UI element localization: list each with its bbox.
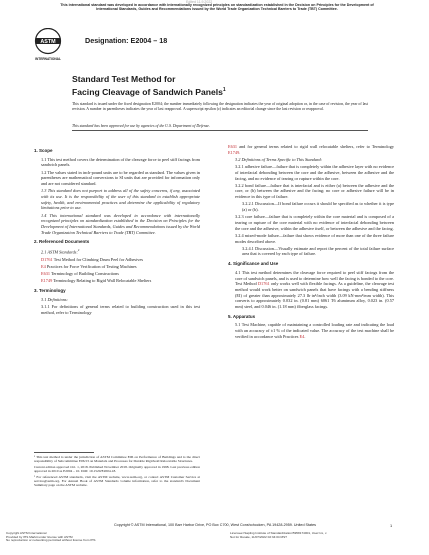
footnote-divider — [34, 452, 94, 453]
reference-e1749: E1749 Terminology Relating to Rigid Wall Relocatable Shelters — [41, 278, 152, 284]
designation: Designation: E2004 – 18 — [85, 36, 168, 45]
link-e631-2[interactable]: E631 — [228, 144, 238, 149]
footnote-1b: Current edition approved Oct. 1, 2018. Published November 2018. Originally approved in 1998. Last previous edition approved in 2010 as E2004 – 10. DOI: 10.1520/E2004-18. — [34, 464, 200, 474]
section-heading-references: 2. Referenced Documents — [34, 239, 90, 245]
license-right: Licensee=Sapling Institute of Standardization/5958174001, User=xx, x Not for Resale, 11/07/2022 02:34:04 MST — [230, 531, 327, 539]
paragraph-1-2: 1.2 The values stated in inch-pound units are to be regarded as standard. The values given in parentheses are mathematical conversions to SI units that are provided for information only and are not considered standard. — [41, 169, 200, 187]
link-e4[interactable]: E4 — [41, 263, 46, 269]
paragraph-1-1: 1.1 This test method covers the determination of the cleavage force to peel stiff facings from sandwich panels. — [41, 156, 201, 168]
issuance-note: This standard is issued under the fixed designation E2004; the number immediately following the designation indicates the year of original adoption or, in the case of revision, the year of last revision. A number in parentheses indicates the year of last reapproval. A superscript epsilon (ε) indicates an editorial change since the last revision or reapproval. — [72, 102, 368, 111]
right-column — [228, 144, 394, 341]
logo-text: ASTM — [40, 39, 56, 46]
license-left: Copyright ASTM International Provided by IHS Markit under license with ASTM No reproduction or networking permitted without license from IHS — [6, 531, 96, 543]
paragraph-3-2-4: 3.2.4 mixed-mode failure—failure that shows evidence of more than one of the three failure modes described above. — [235, 232, 394, 244]
footnote-1: ¹ This test method is under the jurisdiction of ASTM Committee E06 on Performance of Buildings and is the direct responsibility of Subcommittee E06.53 on Materials and Processes for Durable Rigidwall Relocatable Structures. — [34, 455, 200, 464]
link-e1749-2[interactable]: E1749 — [228, 149, 240, 155]
paragraph-2-1: 2.1 ASTM Standards:$^2$ — [41, 248, 80, 255]
paragraph-5-1: 5.1 Test Machine, capable of maintaining a controlled loading rate and indicating the load with an accuracy of ±1 % of the indicated value. The accuracy of the test machine shall be verified in accordance with Practices E4. — [235, 322, 394, 339]
paragraph-3-2-1: 3.2.1 adhesive failure—failure that is completely within the adhesive layer with no evidence of interfacial debonding between the core and the adhesive, between the adhesive and the facing, and no evidence of tearing or rupture within the core. — [235, 164, 394, 181]
page-number: 1 — [390, 523, 393, 528]
international-notice: This international standard was developed in accordance with internationally recognized principles on standardization established in the Decision on Principles for the Development of International Standards, Guides and Recommendations issued by the World Trade Organization Technical Barriers to Trade (TBT) Committee. — [60, 3, 374, 12]
paragraph-3-2: 3.2 Definitions of Terms Specific to This Standard: — [235, 156, 323, 162]
document-title — [72, 74, 372, 97]
link-e631[interactable]: E631 — [41, 271, 51, 277]
reference-d1761: D1761 Test Method for Climbing Drum Peel for Adhesives — [41, 256, 144, 262]
section-heading-apparatus: 5. Apparatus — [228, 313, 256, 319]
section-heading-terminology: 3. Terminology — [34, 287, 66, 293]
section-heading-significance: 4. Significance and Use — [228, 261, 279, 267]
paragraph-3-2-4-1: 3.2.4.1 Discussion—Visually estimate and report the percent of the total failure surface area that is covered by each type of failure. — [242, 245, 394, 257]
paragraph-1-3: 1.3 This standard does not purport to address all of the safety concerns, if any, associated with its use. It is the responsibility of the user of this standard to establish appropriate safety, health, and environmental practices and determine the applicability of regulatory limitations prior to use. — [41, 188, 200, 211]
paragraph-1-4: 1.4 This international standard was developed in accordance with internationally recognized principles on standardization established in the Decision on Principles for the Development of International Standards, Guides and Recommendations issued by the World Trade Organization Technical Barriers to Trade (TBT) Committee. — [41, 212, 200, 235]
paragraph-3-1-1: 3.1.1 For definitions of general terms related to building construction used in this test method, refer to Terminology — [41, 303, 200, 315]
link-e1749[interactable]: E1749 — [41, 278, 53, 284]
paragraph-3-1-1-cont: E631 and for general terms related to rigid wall relocatable shelters, refer to Terminology E1749. — [228, 144, 394, 155]
link-d1761-2[interactable]: D1761 — [257, 281, 270, 287]
title-line-1: Standard Test Method for — [72, 74, 176, 84]
left-column — [34, 144, 200, 317]
link-d1761[interactable]: D1761 — [41, 256, 53, 262]
footnotes — [34, 455, 200, 489]
reference-e631: E631 Terminology of Building Constructions — [41, 271, 119, 277]
astm-logo — [33, 28, 63, 62]
paragraph-3-2-2-1: 3.2.2.1 Discussion—If bond failure occurs it should be specified as to whether it is type (a) or (b). — [242, 201, 394, 213]
paragraph-3-2-2: 3.2.2 bond failure—failure that is interfacial and is either (a) between the adhesive and the core, or (b) between the adhesive and the facing; no core or adhesive failure will be in evidence in this type of failure. — [235, 182, 394, 200]
logo-subtext: INTERNATIONAL — [35, 57, 61, 61]
footnote-2: ² For referenced ASTM standards, visit the ASTM website, www.astm.org, or contact ASTM Customer Service at service@astm.org. For Annual Book of ASTM Standards volume information, refer to the standard's Document Summary page on the ASTM website. — [34, 474, 200, 488]
watermark-stamp: Edited 11.9.2022 — [186, 0, 213, 4]
divider — [72, 130, 368, 131]
reference-e4: E4 Practices for Force Verification of Testing Machines — [41, 263, 137, 269]
link-e4-2[interactable]: E4 — [299, 333, 305, 339]
paragraph-3-2-3: 3.2.3 core failure—failure that is completely within the core material and is composed of a tearing or rupture of the core material with no evidence of interfacial debonding between the core and the adhesive, within the adhesive itself, or between the adhesive and the facing. — [235, 214, 394, 231]
section-heading-scope: 1. Scope — [34, 148, 53, 153]
title-line-2: Facing Cleavage of Sandwich Panels$^1$ — [72, 86, 226, 97]
paragraph-3-1: 3.1 Definitions: — [41, 296, 68, 302]
copyright-address: Copyright © ASTM International, 100 Barr Harbor Drive, PO Box C700, West Conshohocken, PA 19428-2959. United States — [113, 523, 316, 527]
dod-note: This standard has been approved for use by agencies of the U.S. Department of Defense. — [72, 124, 210, 128]
paragraph-4-1: 4.1 This test method determines the cleavage force required to peel stiff facings from the core of sandwich panels, and is used to determine how well the facing is bonded to the core. Test Method D1761 only works well with flexible facings. As a guideline, the cleavage test method would work better on sandwich panels that have facings with a bending stiffness (EI) of greater than approximately 27.3 lb·in²/inch width (3.09 kN·mm²/mm width). This converts to approximately 0.032 in. (0.81 mm) 6061 T6 aluminum alloy, 0.023 in. (0.57 mm) steel, and 0.046 in. (1.18 mm) fiberglass facings. — [235, 269, 394, 310]
